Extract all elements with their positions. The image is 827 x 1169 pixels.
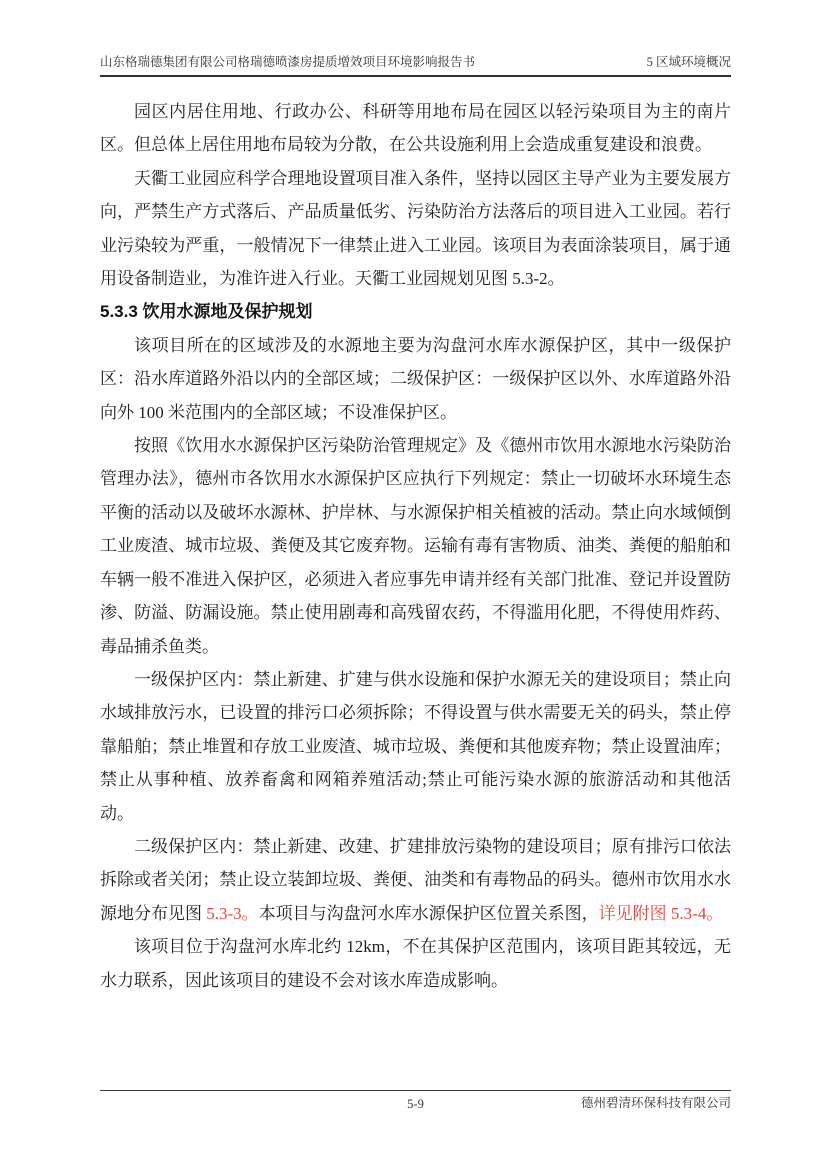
page-header <box>100 54 731 77</box>
section-heading-5-3-3: 5.3.3 饮用水源地及保护规划 <box>100 302 313 322</box>
figure-reference-5-3-3: 5.3-3。 <box>206 903 259 923</box>
footer-company-name: 德州碧清环保科技有限公司 <box>580 1096 731 1110</box>
grade2-text-middle: 本项目与沟盘河水库水源保护区位置关系图， <box>258 903 599 923</box>
paragraph-industrial-park-access: 天衢工业园应科学合理地设置项目准入条件，坚持以园区主导产业为主要发展方向，严禁生产方式落后、产品质量低劣、污染防治方法落后的项目进入工业园。若行业污染较为严重，一般情况下一律禁止进入工业园。该项目为表面涂装项目，属于通用设备制造业，为准许进入行业。天衢工业园规划见图 5.3-2。 <box>100 168 731 289</box>
paragraph-grade2-protection-rules <box>100 830 731 930</box>
figure-reference-5-3-4: 详见附图 5.3-4。 <box>598 903 724 923</box>
header-chapter-label: 5 区域环境概况 <box>646 55 731 69</box>
document-body <box>100 95 731 997</box>
paragraph-park-land-layout: 园区内居住用地、行政办公、科研等用地布局在园区以轻污染项目为主的南片区。但总体上居住用地布局较为分散，在公共设施利用上会造成重复建设和浪费。 <box>100 102 731 155</box>
page-number: 5-9 <box>407 1097 424 1111</box>
paragraph-project-distance-conclusion: 该项目位于沟盘河水库北约 12km，不在其保护区范围内，该项目距其较远，无水力联系，因此该项目的建设不会对该水库造成影响。 <box>100 937 731 990</box>
grade2-text-lead: 二级保护区内：禁止新建、改建、扩建排放污染物的建设项目；原有排污口依法拆除或者关闭；禁止设立装卸垃圾、粪便、油类和有毒物品的码头。德州市饮用水水源地分布见图 <box>100 836 731 923</box>
paragraph-grade1-protection-rules: 一级保护区内：禁止新建、扩建与供水设施和保护水源无关的建设项目；禁止向水域排放污水，已设置的排污口必须拆除；不得设置与供水需要无关的码头，禁止停靠船舶；禁止堆置和存放工业废渣、城市垃圾、粪便和其他废弃物；禁止设置油库；禁止从事种植、放养畜禽和网箱养殖活动;禁止可能污染水源的旅游活动和其他活动。 <box>100 669 731 823</box>
paragraph-protection-regulations: 按照《饮用水水源保护区污染防治管理规定》及《德州市饮用水源地水污染防治管理办法》，德州市各饮用水水源保护区应执行下列规定：禁止一切破坏水环境生态平衡的活动以及破坏水源林、护岸林、与水源保护相关植被的活动。禁止向水域倾倒工业废渣、城市垃圾、粪便及其它废弃物。运输有毒有害物质、油类、粪便的船舶和车辆一般不准进入保护区，必须进入者应事先申请并经有关部门批准、登记并设置防渗、防溢、防漏设施。禁止使用剧毒和高残留农药，不得滥用化肥，不得使用炸药、毒品捕杀鱼类。 <box>100 436 731 656</box>
paragraph-water-source-zones: 该项目所在的区域涉及的水源地主要为沟盘河水库水源保护区，其中一级保护区：沿水库道路外沿以内的全部区域；二级保护区：一级保护区以外、水库道路外沿向外 100 米范围内的全部区域；不设准保护区。 <box>100 335 731 422</box>
header-report-title: 山东格瑞德集团有限公司格瑞德喷漆房提质增效项目环境影响报告书 <box>100 55 476 69</box>
page-footer <box>100 1090 731 1111</box>
